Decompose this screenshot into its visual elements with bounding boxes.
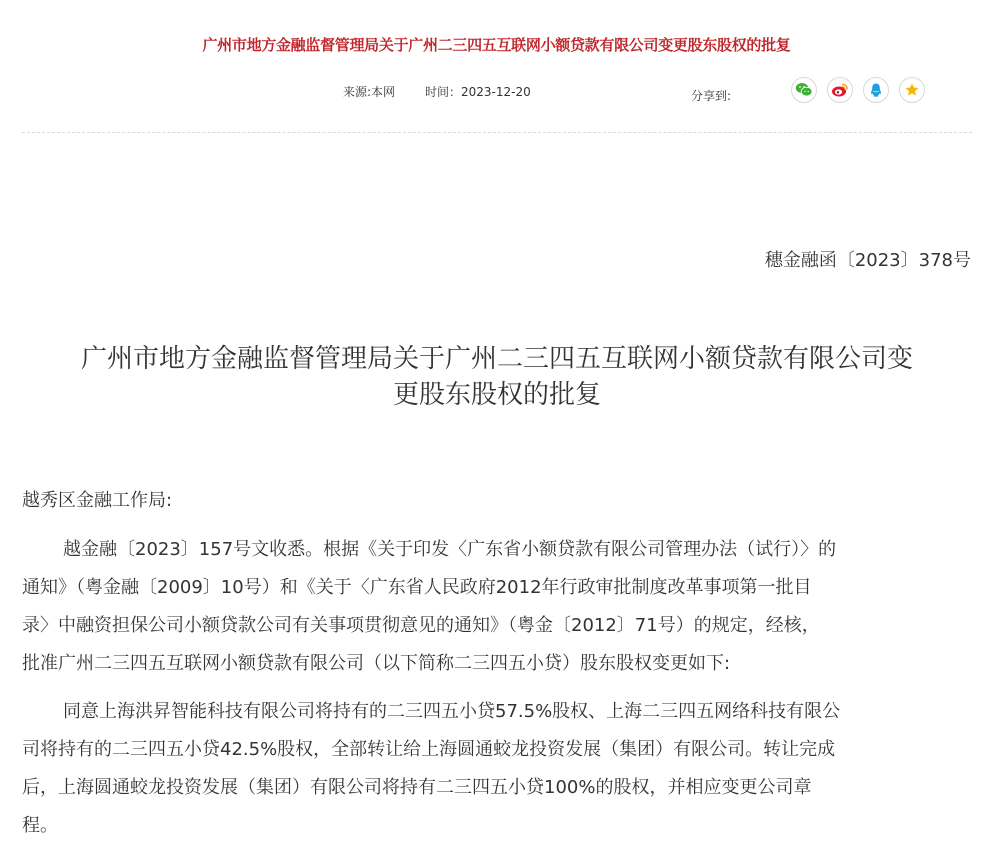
paragraph-line: 录〉中融资担保公司小额贷款公司有关事项贯彻意见的通知》（粤金〔2012〕71号）的规定，经核， — [22, 615, 820, 636]
share-weibo-button[interactable] — [827, 77, 853, 103]
source-label: 来源:本网 — [343, 85, 396, 99]
qq-icon — [868, 82, 884, 98]
share-wechat-button[interactable] — [791, 77, 817, 103]
weibo-icon — [831, 82, 849, 98]
document-title-line: 更股东股权的批复 — [392, 380, 601, 410]
publish-time: 时间：2023-12-20 — [425, 85, 531, 99]
favorite-icon — [904, 82, 920, 98]
paragraph-line: 同意上海洪昇智能科技有限公司将持有的二三四五小贷57.5%股权、上海二三四五网络科技有限公 — [63, 701, 841, 722]
body-paragraph-1 — [22, 531, 972, 683]
paragraph-line: 通知》（粤金融〔2009〕10号）和《关于〈广东省人民政府2012年行政审批制度改革事项第一批目 — [22, 577, 812, 598]
paragraph-line: 批准广州二三四五互联网小额贷款有限公司（以下简称二三四五小贷）股东股权变更如下: — [22, 653, 731, 674]
wechat-icon — [795, 82, 813, 98]
share-label: 分享到: — [691, 89, 732, 103]
salutation: 越秀区金融工作局: — [22, 490, 173, 511]
share-qq-button[interactable] — [863, 77, 889, 103]
paragraph-line: 司将持有的二三四五小贷42.5%股权，全部转让给上海圆通蛟龙投资发展（集团）有限公司。转让完成 — [22, 739, 836, 760]
share-favorite-button[interactable] — [899, 77, 925, 103]
page-header-title: 广州市地方金融监督管理局关于广州二三四五互联网小额贷款有限公司变更股东股权的批复 — [202, 36, 791, 54]
document-title — [22, 341, 972, 413]
header-divider — [22, 132, 972, 133]
document-number: 穗金融函〔2023〕378号 — [764, 250, 971, 271]
document-title-line: 广州市地方金融监督管理局关于广州二三四五互联网小额贷款有限公司变 — [80, 344, 913, 374]
paragraph-line: 越金融〔2023〕157号文收悉。根据《关于印发〈广东省小额贷款有限公司管理办法（试行）〉的 — [63, 539, 837, 560]
paragraph-line: 后，上海圆通蛟龙投资发展（集团）有限公司将持有二三四五小贷100%的股权，并相应变更公司章 — [22, 777, 812, 798]
paragraph-line: 程。 — [22, 815, 58, 836]
body-paragraph-2 — [22, 693, 972, 845]
